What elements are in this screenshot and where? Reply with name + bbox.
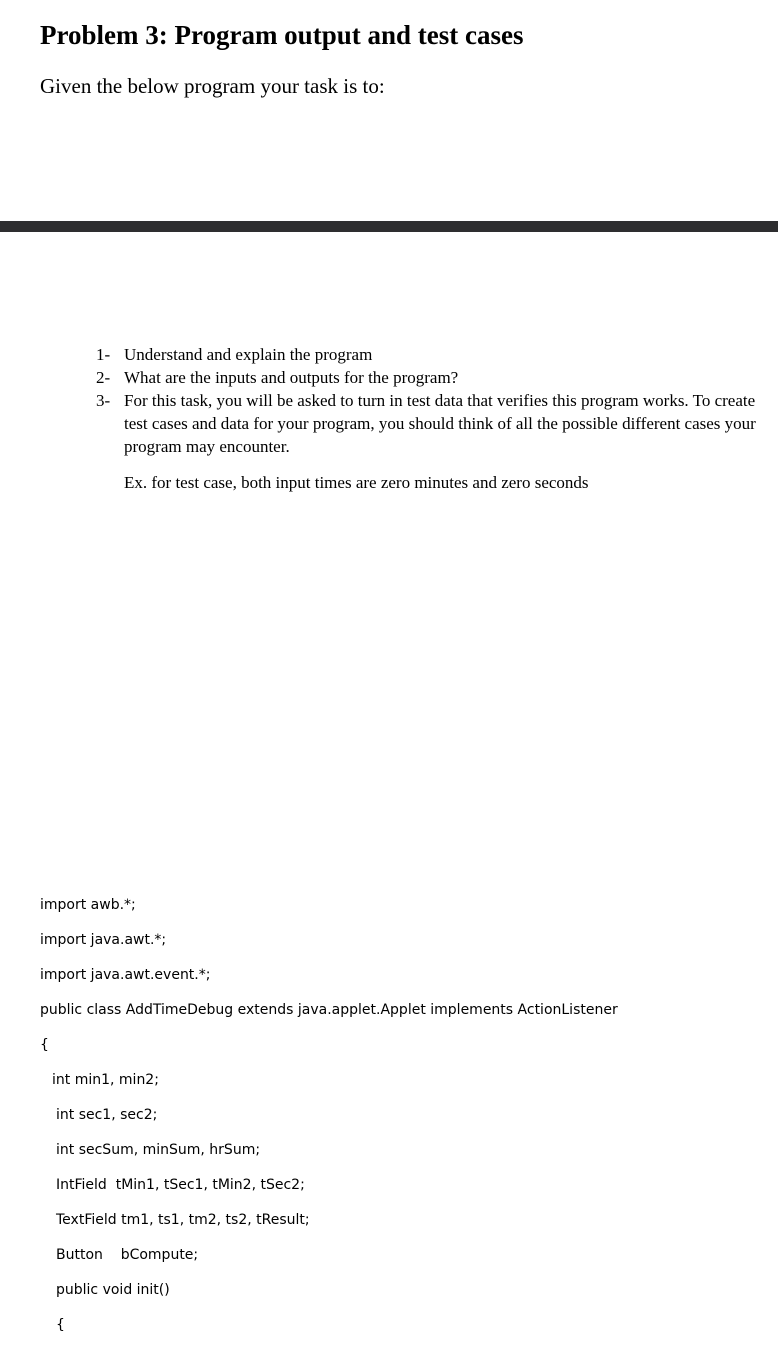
task-number: 1- xyxy=(96,345,111,364)
code-line: TextField tm1, ts1, tm2, ts2, tResult; xyxy=(56,1212,310,1228)
code-line: IntField tMin1, tSec1, tMin2, tSec2; xyxy=(56,1177,305,1193)
code-line: int sec1, sec2; xyxy=(56,1107,158,1123)
example-text: Ex. for test case, both input times are zero minutes and zero seconds xyxy=(124,473,589,492)
task-text: Understand and explain the program xyxy=(124,345,373,364)
code-line: public class AddTimeDebug extends java.applet.Applet implements ActionListener xyxy=(40,1002,618,1018)
code-line: { xyxy=(56,1317,65,1333)
code-line: public void init() xyxy=(56,1282,170,1298)
task-text: What are the inputs and outputs for the program? xyxy=(124,368,459,387)
code-line: int min1, min2; xyxy=(52,1072,159,1088)
code-line: Button bCompute; xyxy=(56,1247,199,1263)
task-item xyxy=(96,389,766,458)
code-line: import java.awt.*; xyxy=(40,932,167,948)
code-line: int secSum, minSum, hrSum; xyxy=(56,1142,261,1158)
task-text: For this task, you will be asked to turn in test data that verifies this program works. To create test cases and data for your program, you should think of all the possible different cases your program may encounter. xyxy=(124,391,756,456)
task-number: 2- xyxy=(96,368,111,387)
task-number: 3- xyxy=(96,391,111,410)
code-line: { xyxy=(40,1037,49,1053)
code-block xyxy=(40,895,618,1350)
intro-text: Given the below program your task is to: xyxy=(40,74,385,98)
code-line: import awb.*; xyxy=(40,897,136,913)
page-title: Problem 3: Program output and test cases xyxy=(40,20,524,50)
task-item xyxy=(96,343,766,366)
code-line: import java.awt.event.*; xyxy=(40,967,211,983)
task-list xyxy=(96,343,766,494)
divider-bar xyxy=(0,221,778,232)
task-item xyxy=(96,366,766,389)
